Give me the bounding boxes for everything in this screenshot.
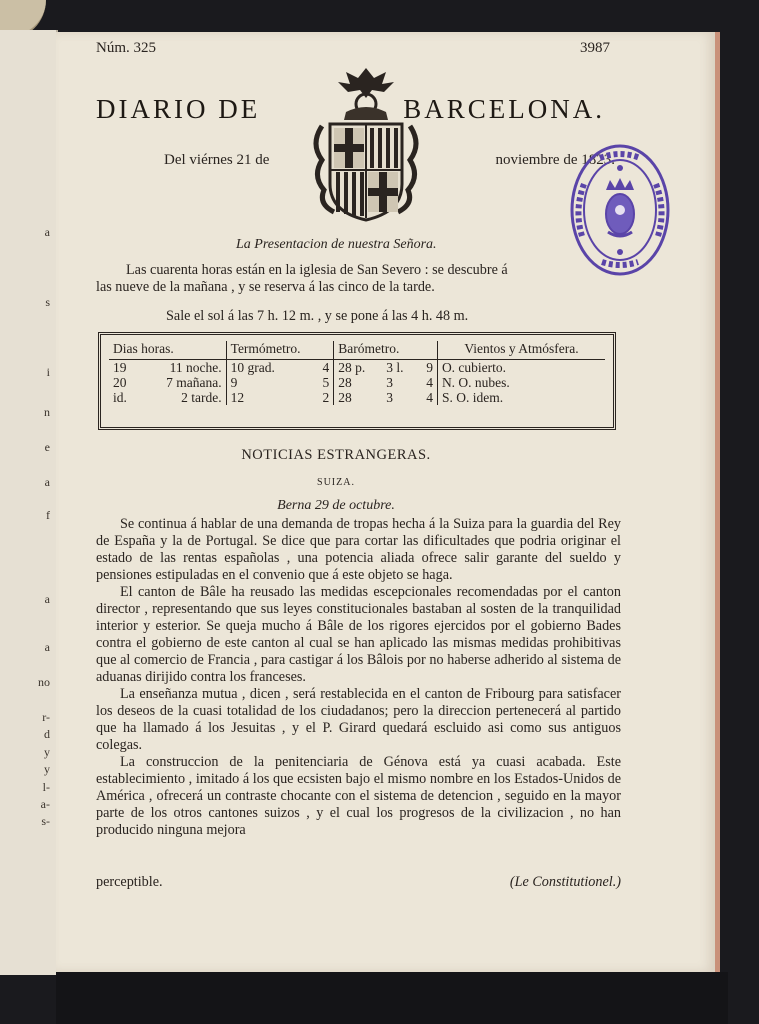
- background-shadow: [56, 972, 728, 1024]
- weather-table: [98, 332, 616, 430]
- left-fragment: n: [44, 405, 50, 419]
- weather-day: 20: [113, 375, 127, 390]
- weather-row: [109, 375, 605, 390]
- left-fragment: a-: [40, 797, 50, 811]
- left-fragment: r-: [42, 710, 50, 724]
- weather-baro-l: 3: [386, 390, 393, 405]
- weather-row: [109, 360, 605, 376]
- page-number: 3987: [580, 40, 610, 56]
- feast-of-day: La Presentacion de nuestra Señora.: [236, 237, 437, 252]
- sun-times: Sale el sol á las 7 h. 12 m. , y se pone á las 4 h. 48 m.: [166, 308, 469, 324]
- coat-of-arms-icon: [308, 64, 424, 224]
- left-fragment: y: [44, 745, 50, 759]
- article-paragraph: La enseñanza mutua , dicen , será restablecida en el canton de Fribourg para satisfacer los deseos de la cuasi totalidad de los ciudadanos; pero la direccion pertenecerá al partido que ha llamado á los Jesuitas , y el P. Girard quedará escluido asi como sus antiguos colegas.: [96, 686, 621, 753]
- announcement-line: Las cuarenta horas están en la iglesia de San Severo : se descubre á: [126, 262, 508, 278]
- article-paragraph: Se continua á hablar de una demanda de tropas hecha á la Suiza para la guardia del Rey de España y la de Portugal. Se dice que para cortar las dificultades que podria originar el estado de las rentas españolas , una potencia aliada ofrece salir garante del sueldo y pensiones estipuladas en el convenio que á este objeto se haga.: [96, 516, 621, 583]
- article-last-word: perceptible.: [96, 874, 163, 890]
- left-fragment: s: [45, 295, 50, 309]
- article-dateline: Berna 29 de octubre.: [277, 498, 395, 513]
- article-source: (Le Constitutionel.): [509, 874, 621, 890]
- weather-baro-p: 28 p.: [334, 360, 382, 376]
- weather-header-baro: Barómetro.: [334, 341, 438, 360]
- weather-wind: O. cubierto.: [437, 360, 605, 376]
- weather-header-wind: Vientos y Atmósfera.: [437, 341, 605, 360]
- article-signoff: [96, 874, 621, 891]
- weather-hour: 7 mañana.: [166, 375, 222, 390]
- weather-temp: 10 grad.: [226, 360, 309, 376]
- date-left: Del viérnes 21 de: [164, 152, 270, 168]
- weather-baro-sub: 9: [426, 360, 433, 375]
- weather-hour: 2 tarde.: [181, 390, 222, 405]
- weather-baro-p: 28: [334, 375, 382, 390]
- weather-temp-sub: 4: [322, 360, 330, 375]
- left-fragment: s-: [41, 814, 50, 828]
- left-fragment: f: [46, 508, 50, 522]
- page-topline: [96, 40, 610, 57]
- subsection-heading: SUIZA.: [317, 477, 355, 488]
- weather-temp: 9: [226, 375, 309, 390]
- library-stamp-icon: [568, 140, 672, 280]
- announcement-line: las nueve de la mañana , y se reserva á las cinco de la tarde.: [96, 279, 435, 295]
- weather-baro-l: 3: [386, 375, 393, 390]
- weather-baro-l: 3 l.: [386, 360, 404, 375]
- weather-temp: 12: [226, 390, 309, 405]
- left-fragment: y: [44, 762, 50, 776]
- weather-day: id.: [113, 390, 127, 405]
- weather-baro-sub: 4: [426, 375, 433, 390]
- weather-header-thermo: Termómetro.: [226, 341, 334, 360]
- left-page-edge: [0, 30, 58, 975]
- weather-temp-sub: 2: [322, 390, 330, 405]
- date-right: noviembre de 1823.: [495, 152, 615, 168]
- announcement: [96, 262, 621, 296]
- weather-row: [109, 390, 605, 405]
- article-paragraph: La construccion de la penitenciaria de Génova está ya cuasi acabada. Este establecimiento , imitado á los que ecsisten bajo el mismo nombre en los Estados-Unidos de América , ofrecerá un contraste chocante con el sistema de detencion , seguido en la mayor parte de los otros cantones suizos , y el cual los progresos de la civilizacion , no han producido ninguna mejora: [96, 754, 621, 838]
- weather-day: 19: [113, 360, 127, 375]
- section-heading: NOTICIAS ESTRANGERAS.: [241, 447, 431, 463]
- masthead-title-left: DIARIO DE: [96, 94, 261, 124]
- left-fragment: no: [38, 675, 50, 689]
- left-fragment: d: [44, 727, 50, 741]
- weather-wind: S. O. idem.: [437, 390, 605, 405]
- article-body: [96, 516, 621, 839]
- issue-number: Núm. 325: [96, 40, 156, 56]
- left-fragment: a: [44, 225, 50, 239]
- weather-header-days: Dias horas.: [109, 341, 226, 360]
- weather-temp-sub: 5: [322, 375, 330, 390]
- masthead-title-right: BARCELONA.: [403, 94, 605, 124]
- weather-baro-p: 28: [334, 390, 382, 405]
- left-fragment: a: [44, 592, 50, 606]
- weather-wind: N. O. nubes.: [437, 375, 605, 390]
- left-fragment: a: [44, 475, 50, 489]
- left-fragment: i: [46, 365, 50, 379]
- weather-hour: 11 noche.: [169, 360, 222, 375]
- left-fragment: l-: [42, 780, 50, 794]
- left-fragment: a: [44, 640, 50, 654]
- article-paragraph: El canton de Bâle ha reusado las medidas escepcionales recomendadas por el canton director , representando que sus leyes constitucionales bastaban al sosten de la tranquilidad interior y esterior. Se queja mucho á Bâle de los rigores ejercidos por el gobierno Bades contra el gobierno de este canton al cual se han aplicado las mismas medidas prohibitivas que al comercio de Francia , para castigar á los Bâlois por no haberse adherido al sistema de aduanas dirijido contra los franceses.: [96, 584, 621, 685]
- weather-baro-sub: 4: [426, 390, 433, 405]
- left-fragment: e: [44, 440, 50, 454]
- newspaper-page: [56, 32, 720, 972]
